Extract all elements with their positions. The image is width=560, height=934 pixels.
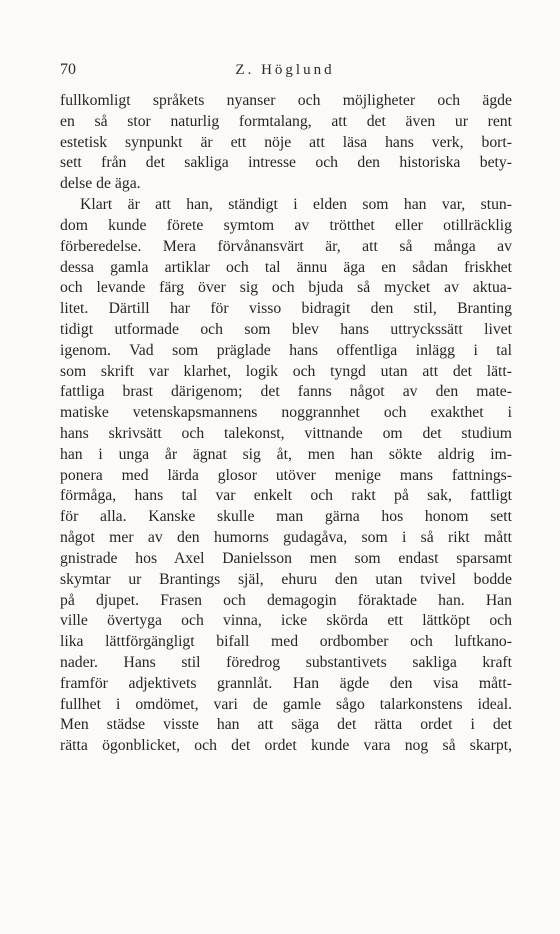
text-line: som skrift var klarhet, logik och tyngd utan att det lätt- xyxy=(60,362,512,380)
text-line: dom kunde förete symtom av trötthet eller otillräcklig xyxy=(60,216,512,234)
text-line: estetisk synpunkt är ett nöje att läsa hans verk, bort- xyxy=(60,133,512,151)
body-text xyxy=(60,91,512,757)
text-line: och levande färg över sig och bjuda så mycket av aktua- xyxy=(60,279,512,297)
text-line: Men städse visste han att säga det rätta ordet i det xyxy=(60,716,512,734)
text-line: förmåga, hans tal var enkelt och rakt på sak, fattligt xyxy=(60,487,512,505)
page-header xyxy=(60,60,510,82)
text-line: förberedelse. Mera förvånansvärt är, att så många av xyxy=(60,237,512,255)
text-line: fattliga brast därigenom; det fanns något av den mate- xyxy=(60,383,512,401)
text-line: ponera med lärda glosor utöver menige mans fattnings- xyxy=(60,466,512,484)
text-line: sett från det sakliga intresse och den historiska bety- xyxy=(60,154,512,172)
text-line: framför adjektivets grannlåt. Han ägde den visa mått- xyxy=(60,674,512,692)
text-line: fullhet i omdömet, vari de gamle sågo talarkonstens ideal. xyxy=(60,695,512,713)
text-line: Klart är att han, ständigt i elden som han var, stun- xyxy=(80,196,512,214)
text-line: igenom. Vad som präglade hans offentliga inlägg i tal xyxy=(60,341,512,359)
text-line: rätta ögonblicket, och det ordet kunde vara nog så skarpt, xyxy=(60,737,512,755)
text-line: delse de äga. xyxy=(60,175,141,193)
text-line: på djupet. Frasen och demagogin föraktade han. Han xyxy=(60,591,512,609)
text-line: nader. Hans stil föredrog substantivets sakliga kraft xyxy=(60,653,512,671)
text-line: en så stor naturlig formtalang, att det även ur rent xyxy=(60,112,512,130)
text-line: litet. Därtill har för visso bidragit den stil, Branting xyxy=(60,300,512,318)
text-line: lika lättförgängligt bifall med ordbomber och luftkano- xyxy=(60,633,512,651)
text-line: matiske vetenskapsmannens noggrannhet och exakthet i xyxy=(60,404,512,422)
text-line: gnistrade hos Axel Danielsson men som endast sparsamt xyxy=(60,549,512,567)
text-line: skymtar ur Brantings själ, ehuru den utan tvivel bodde xyxy=(60,570,512,588)
text-line: hans skrivsätt och talekonst, vittnande om det studium xyxy=(60,425,512,442)
text-line: tidigt utformade och som blev hans uttryckssätt livet xyxy=(60,320,512,338)
page-number: 70 xyxy=(60,61,76,78)
text-line: något mer av den humorns gudagåva, som i så rikt mått xyxy=(60,529,512,547)
text-line: dessa gamla artiklar och tal ännu äga en sådan friskhet xyxy=(60,258,512,276)
text-line: ville övertyga och vinna, icke skörda ett lättköpt och xyxy=(60,612,512,630)
text-line: fullkomligt språkets nyanser och möjligheter och ägde xyxy=(60,92,512,109)
text-line: för alla. Kanske skulle man gärna hos honom sett xyxy=(60,508,512,526)
running-head: Z. Höglund xyxy=(235,62,335,78)
text-line: han i unga år ägnat sig åt, men han sökte aldrig im- xyxy=(60,445,512,463)
